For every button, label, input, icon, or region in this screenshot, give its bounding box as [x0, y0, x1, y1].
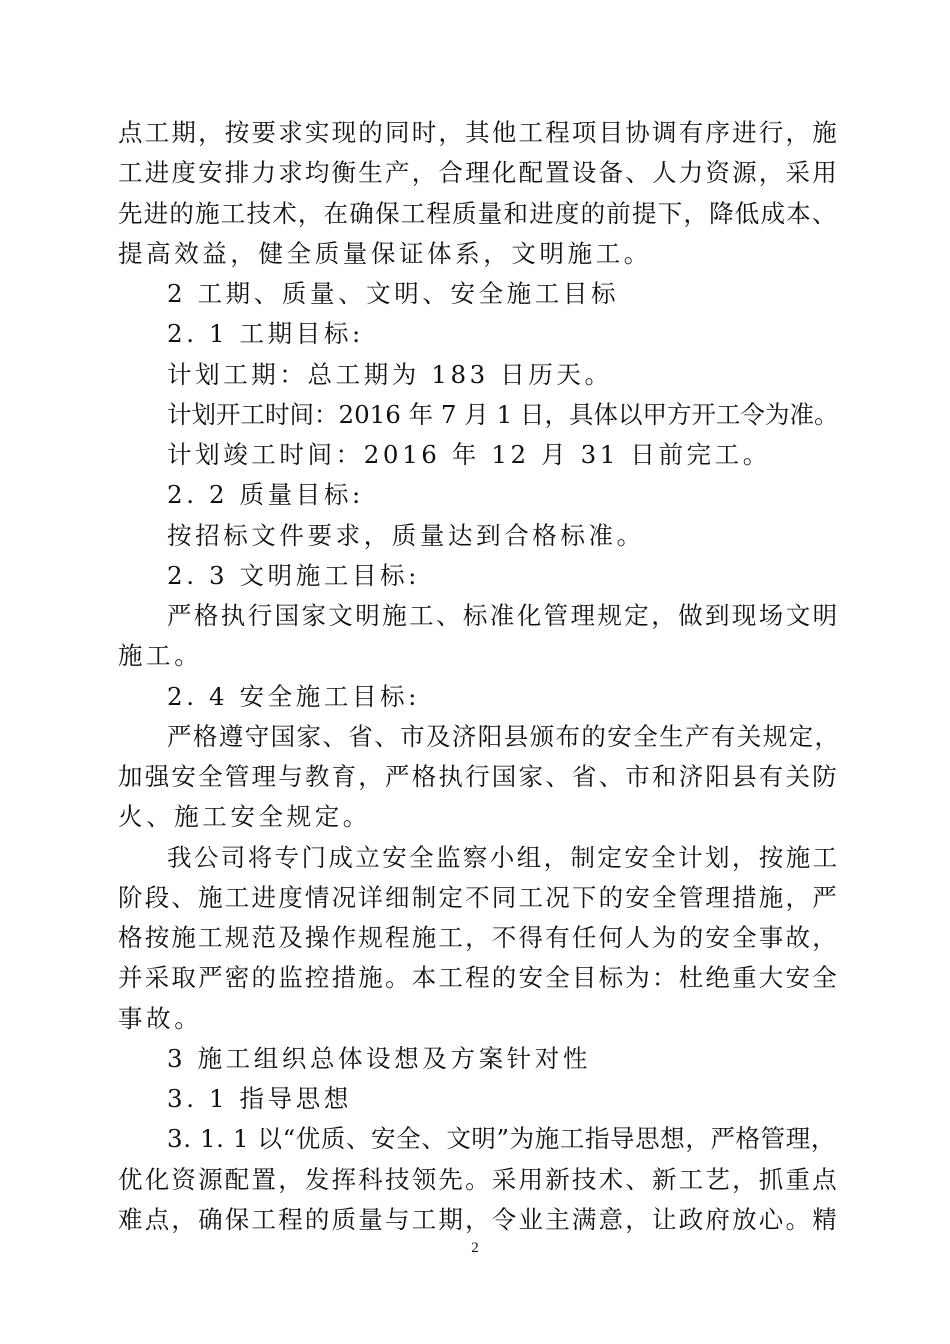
text-line: 我公司将专门成立安全监察小组，制定安全计划，按施工 — [167, 843, 840, 872]
section-heading: 3 施工组织总体设想及方案针对性 — [167, 1044, 591, 1073]
text-line: 先进的施工技术，在确保工程质量和进度的前提下，降低成本、 — [118, 199, 838, 228]
text-line: 计划竣工时间：2016 年 12 月 31 日前完工。 — [167, 440, 771, 469]
subsection-heading: 2. 1 工期目标: — [167, 319, 364, 348]
text-line: 格按施工规范及操作规程施工，不得有任何人为的安全事故， — [118, 923, 839, 952]
text-line: 提高效益，健全质量保证体系，文明施工。 — [118, 239, 652, 268]
text-line: 难点，确保工程的质量与工期，令业主满意，让政府放心。精 — [118, 1205, 839, 1234]
text-line: 严格遵守国家、省、市及济阳县颁布的安全生产有关规定， — [167, 722, 841, 751]
text-line: 点工期，按要求实现的同时，其他工程项目协调有序进行，施 — [118, 118, 839, 147]
text-line: 并采取严密的监控措施。本工程的安全目标为：杜绝重大安全 — [118, 963, 839, 992]
text-line: 优化资源配置，发挥科技领先。采用新技术、新工艺，抓重点 — [118, 1165, 839, 1194]
subsection-heading: 2. 4 安全施工目标: — [167, 682, 420, 711]
text-line: 按招标文件要求，质量达到合格标准。 — [167, 521, 645, 550]
text-line: 严格执行国家文明施工、标准化管理规定，做到现场文明 — [167, 601, 840, 630]
text-line: 火、施工安全规定。 — [118, 802, 371, 831]
subsection-heading: 2. 3 文明施工目标: — [167, 561, 420, 590]
text-line: 施工。 — [118, 641, 203, 670]
text-line: 3. 1. 1 以“优质、安全、文明”为施工指导思想，严格管理， — [167, 1124, 836, 1153]
text-line: 计划工期：总工期为 183 日历天。 — [167, 360, 613, 389]
page-number: 2 — [471, 1240, 479, 1256]
text-line: 加强安全管理与教育，严格执行国家、省、市和济阳县有关防 — [118, 762, 839, 791]
section-heading: 2 工期、质量、文明、安全施工目标 — [167, 279, 620, 308]
text-line: 阶段、施工进度情况详细制定不同工况下的安全管理措施，严 — [118, 883, 839, 912]
text-line: 计划开工时间：2016 年 7 月 1 日，具体以甲方开工令为准。 — [167, 400, 839, 429]
subsection-heading: 3. 1 指导思想 — [167, 1084, 352, 1113]
text-line: 事故。 — [118, 1004, 203, 1033]
subsection-heading: 2. 2 质量目标: — [167, 480, 364, 509]
text-line: 工进度安排力求均衡生产，合理化配置设备、人力资源，采用 — [118, 158, 839, 187]
